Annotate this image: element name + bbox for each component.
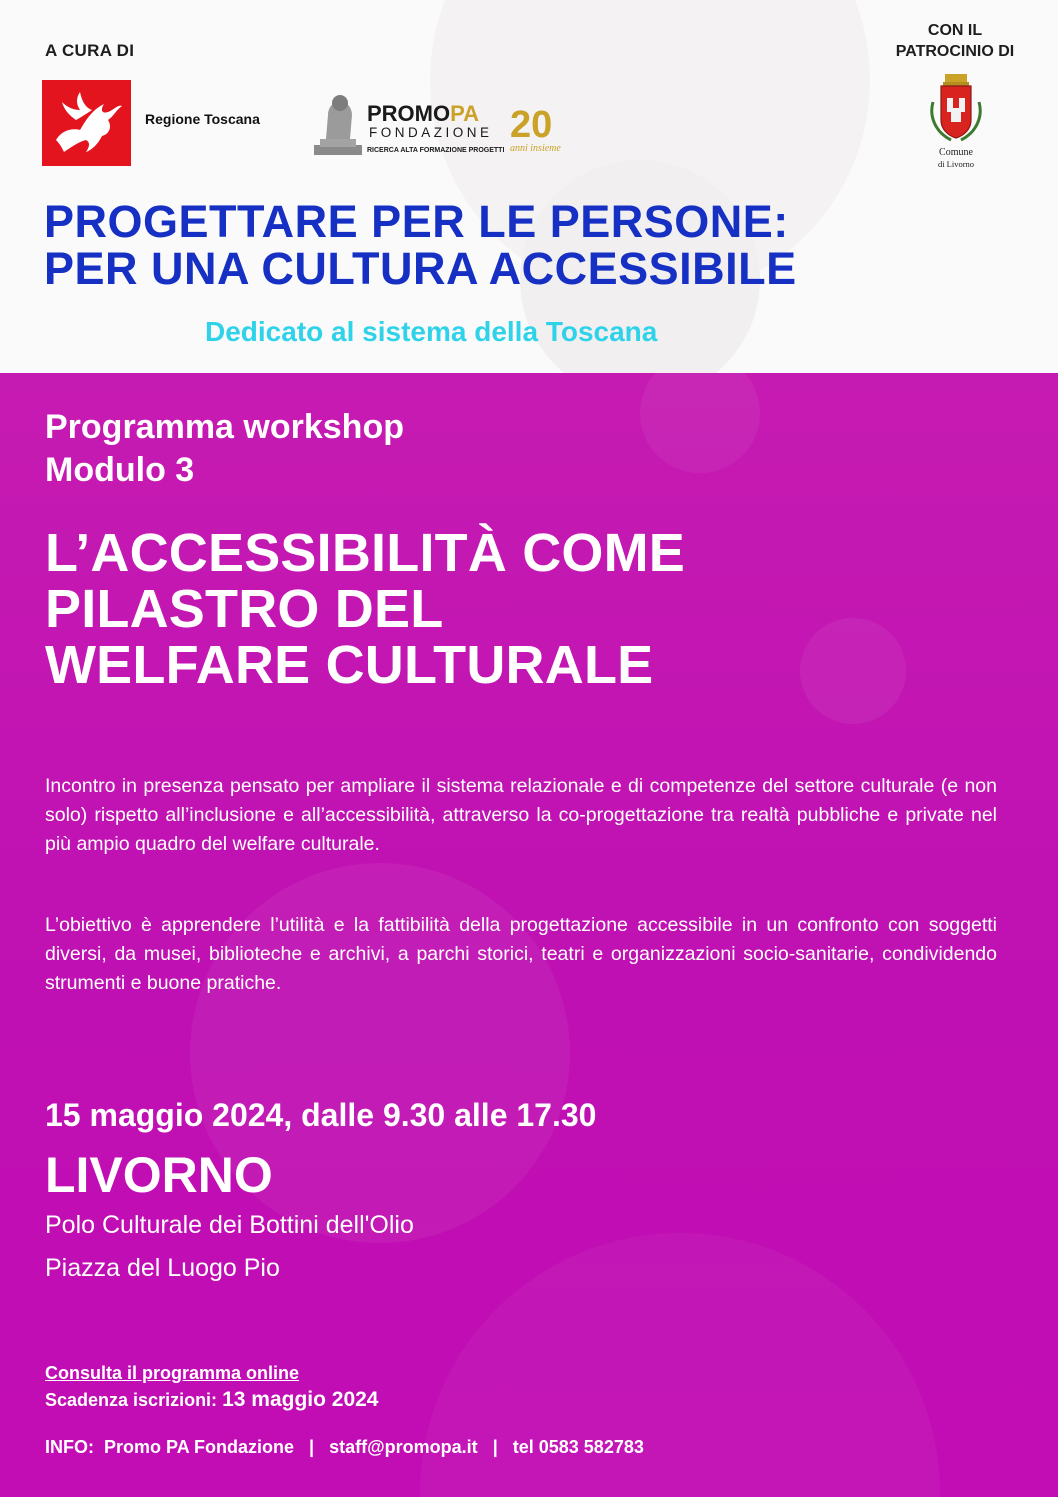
comune-livorno-crest (925, 72, 987, 172)
patronage-line2: PATROCINIO DI (895, 43, 1015, 60)
regione-toscana-label: Regione Toscana (145, 111, 260, 127)
workshop-line: Programma workshop (45, 408, 404, 446)
promopa-name: PROMOPA (367, 101, 480, 126)
info-separator: | (492, 1437, 498, 1457)
module-title-line3: WELFARE CULTURALE (45, 635, 654, 695)
program-online-link[interactable]: Consulta il programma online (45, 1363, 300, 1383)
module-title (45, 525, 685, 693)
subtitle: Dedicato al sistema della Toscana (205, 316, 658, 347)
patronage-line1: CON IL (927, 22, 983, 39)
pegasus-icon (42, 80, 131, 166)
info-label: INFO: (45, 1437, 94, 1457)
promopa-tagline: RICERCA ALTA FORMAZIONE PROGETTI (367, 147, 505, 154)
module-title-line1: L’ACCESSIBILITÀ COME (45, 523, 686, 583)
event-date: 15 maggio 2024, dalle 9.30 alle 17.30 (45, 1097, 597, 1133)
description-paragraph: Incontro in presenza pensato per ampliare il sistema relazionale e di competenze del settore culturale (e non solo) rispetto all’inclusione e all’accessibilità, attraverso la co-progettazione tra realtà pubbliche e private nel più ampio quadro del welfare culturale. (45, 775, 997, 855)
header-section (0, 0, 1058, 373)
promopa-logo (312, 93, 574, 159)
venue-address: Piazza del Luogo Pio (45, 1254, 280, 1282)
anniversary-number: 20 (510, 104, 553, 146)
program-section (0, 373, 1058, 1497)
info-phone[interactable]: tel 0583 582783 (512, 1437, 644, 1457)
workshop-label (45, 406, 404, 492)
comune-line2: di Livorno (937, 159, 975, 169)
module-line: Modulo 3 (45, 451, 195, 489)
main-title-line2: PER UNA CULTURA ACCESSIBILE (44, 243, 797, 294)
info-organization: Promo PA Fondazione (104, 1437, 295, 1457)
contact-info (45, 1437, 644, 1458)
info-email[interactable]: staff@promopa.it (329, 1437, 478, 1457)
promopa-fondazione: FONDAZIONE (369, 125, 493, 140)
patronage-label (870, 20, 1040, 62)
registration-deadline (45, 1388, 379, 1412)
info-separator: | (309, 1437, 315, 1457)
comune-line1: Comune (939, 147, 973, 158)
objective-paragraph: L’obiettivo è apprendere l’utilità e la fattibilità della progettazione accessibile in un confronto con soggetti diversi, da musei, biblioteche e archivi, a parchi storici, teatri e organizzazioni socio-sanitarie, condividendo strumenti e buone pratiche. (45, 914, 997, 994)
anniversary-text: anni insieme (510, 143, 561, 154)
main-title (44, 198, 797, 292)
regione-toscana-logo (42, 80, 131, 166)
venue-name: Polo Culturale dei Bottini dell'Olio (45, 1211, 414, 1239)
background-circle (800, 618, 906, 724)
module-title-line2: PILASTRO DEL (45, 579, 444, 639)
deadline-label: Scadenza iscrizioni: (45, 1390, 218, 1410)
curated-by-label: A CURA DI (45, 41, 135, 60)
event-city: LIVORNO (45, 1147, 273, 1203)
background-circle (640, 373, 760, 473)
deadline-date: 13 maggio 2024 (222, 1388, 379, 1411)
main-title-line1: PROGETTARE PER LE PERSONE: (44, 196, 789, 247)
